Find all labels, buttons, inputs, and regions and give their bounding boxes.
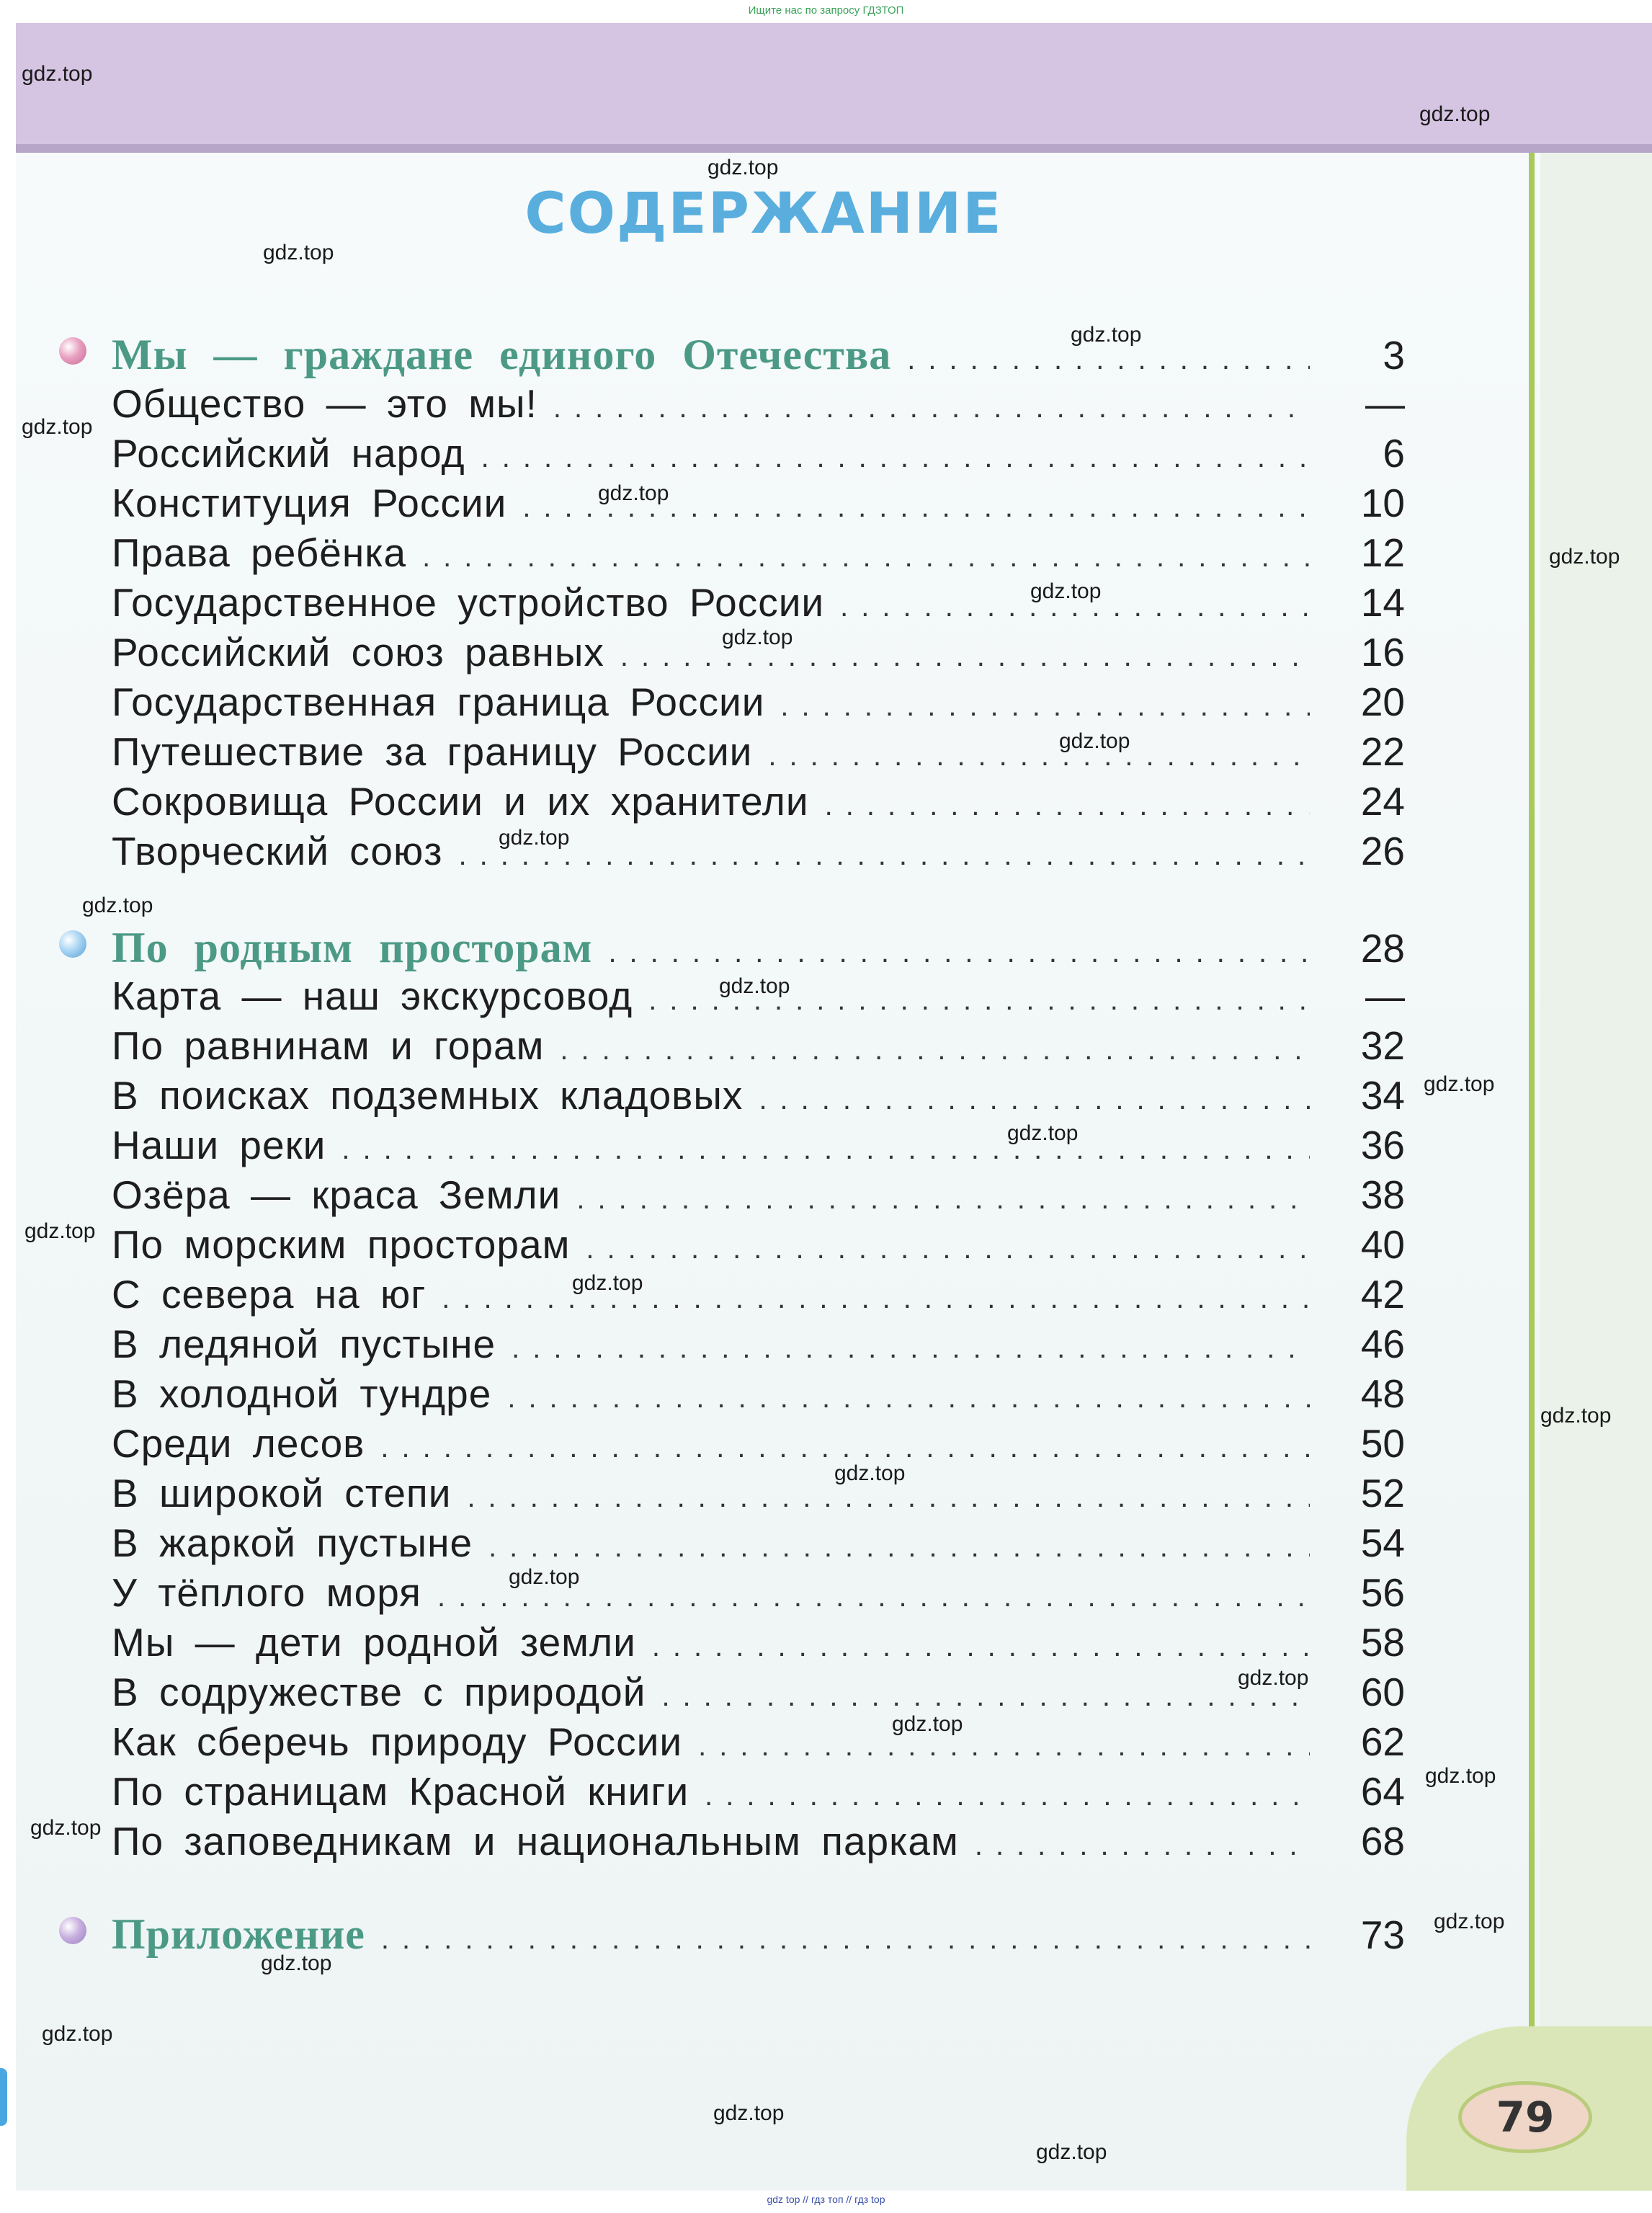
dot-leader [512, 1332, 1310, 1365]
dot-leader [507, 1382, 1310, 1415]
dot-leader [698, 1730, 1310, 1763]
dot-leader [608, 937, 1310, 969]
dot-leader [381, 1923, 1310, 1956]
watermark-text: gdz.top [1424, 1072, 1495, 1096]
toc-item[interactable] [112, 778, 1405, 827]
toc-item[interactable] [112, 1371, 1405, 1420]
toc-item-page: 50 [1360, 1421, 1405, 1466]
toc-section-heading[interactable] [112, 923, 1405, 972]
section-bullet-pink [59, 337, 86, 365]
watermark-text: gdz.top [263, 241, 334, 264]
toc-item-label: Права ребёнка [112, 530, 407, 575]
section-bullet-blue [59, 930, 86, 958]
toc-item[interactable] [112, 1569, 1405, 1618]
toc-item-page: 48 [1360, 1371, 1405, 1416]
dot-leader [586, 1233, 1310, 1265]
section-page-number: 3 [1383, 333, 1405, 378]
toc-item[interactable] [112, 1321, 1405, 1370]
toc-item-label: Как сберечь природу России [112, 1719, 683, 1764]
header-band [16, 23, 1652, 144]
watermark-text: gdz.top [1425, 1764, 1496, 1788]
toc-item-page: 60 [1360, 1670, 1405, 1714]
page-number: 79 [1458, 2081, 1592, 2153]
watermark-text: gdz.top [1238, 1666, 1309, 1690]
right-margin [1540, 153, 1652, 2191]
toc-item-label: По заповедникам и национальным паркам [112, 1819, 959, 1864]
dot-leader [768, 740, 1310, 772]
watermark-text: gdz.top [509, 1565, 580, 1589]
toc-item-label: По равнинам и горам [112, 1023, 545, 1068]
watermark-text: gdz.top [1419, 102, 1491, 126]
watermark-text: gdz.top [1036, 2140, 1107, 2164]
toc-item[interactable] [112, 480, 1405, 529]
dot-leader [560, 1034, 1310, 1067]
toc-item-label: По страницам Красной книги [112, 1769, 689, 1814]
watermark-text: gdz.top [42, 2022, 113, 2046]
watermark-text: gdz.top [499, 826, 570, 850]
toc-item-label: Государственное устройство России [112, 580, 825, 625]
watermark-text: gdz.top [30, 1816, 102, 1840]
dot-leader [759, 1084, 1310, 1116]
toc-item-label: В ледяной пустыне [112, 1322, 496, 1366]
toc-item-label: Карта — наш экскурсовод [112, 974, 633, 1018]
toc-item-page: 62 [1360, 1719, 1405, 1764]
toc-item[interactable] [112, 1520, 1405, 1569]
toc-item-label: Среди лесов [112, 1421, 365, 1466]
dot-leader [422, 541, 1310, 574]
toc-item-page: 22 [1360, 729, 1405, 774]
toc-item-page: 24 [1360, 779, 1405, 824]
watermark-text: gdz.top [892, 1712, 963, 1736]
toc-item-page: 36 [1360, 1123, 1405, 1167]
toc-item-label: С севера на юг [112, 1272, 427, 1317]
toc-item-page: 6 [1383, 431, 1405, 476]
watermark-text: gdz.top [24, 1219, 96, 1243]
watermark-text: gdz.top [707, 156, 779, 179]
watermark-text: gdz.top [1030, 579, 1102, 603]
dot-leader [341, 1134, 1310, 1166]
toc-item-label: Российский союз равных [112, 630, 604, 674]
toc-item-label: Конституция России [112, 481, 507, 525]
toc-item[interactable] [112, 1420, 1405, 1469]
toc-item-label: Мы — дети родной земли [112, 1620, 636, 1665]
dot-leader [553, 392, 1310, 424]
toc-item-label: У тёплого моря [112, 1570, 421, 1615]
watermark-text: gdz.top [1007, 1121, 1079, 1145]
toc-item-label: В широкой степи [112, 1471, 452, 1515]
toc-item-page: 38 [1360, 1172, 1405, 1217]
dot-leader [380, 1432, 1310, 1464]
toc-item[interactable] [112, 1072, 1405, 1121]
watermark-text: gdz.top [1071, 323, 1142, 347]
toc-item-label: Российский народ [112, 431, 465, 476]
dot-leader [576, 1183, 1310, 1216]
watermark-text: gdz.top [261, 1951, 332, 1975]
toc-item[interactable] [112, 1023, 1405, 1072]
toc-item-page: 32 [1360, 1023, 1405, 1068]
section-heading-label: Мы — граждане единого Отечества [112, 331, 892, 378]
toc-item-label: Государственная граница России [112, 680, 765, 724]
toc-item-label: В холодной тундре [112, 1371, 492, 1416]
toc-item[interactable] [112, 1172, 1405, 1221]
toc-item[interactable] [112, 1470, 1405, 1519]
toc-item-page: 42 [1360, 1272, 1405, 1317]
toc-item-label: В жаркой пустыне [112, 1520, 473, 1565]
watermark-text: gdz.top [22, 62, 93, 86]
toc-item[interactable] [112, 579, 1405, 628]
dot-leader [467, 1482, 1310, 1514]
toc-item-page: 58 [1360, 1620, 1405, 1665]
dot-leader [705, 1780, 1310, 1812]
toc-item-page: 20 [1360, 680, 1405, 724]
toc-item-label: Наши реки [112, 1123, 326, 1167]
toc-item-label: Сокровища России и их хранители [112, 779, 809, 824]
toc-item-page: 16 [1360, 630, 1405, 674]
header-stripe [16, 144, 1652, 153]
dot-leader [825, 790, 1310, 822]
dot-leader [481, 442, 1310, 474]
toc-item-page: 64 [1360, 1769, 1405, 1814]
toc-item[interactable] [112, 1818, 1405, 1867]
green-margin-rule [1529, 153, 1535, 2055]
toc-item-page: 52 [1360, 1471, 1405, 1515]
dot-leader [652, 1631, 1310, 1663]
watermark-text: gdz.top [1059, 729, 1130, 753]
watermark-text: gdz.top [572, 1271, 643, 1295]
watermark-text: gdz.top [1540, 1404, 1612, 1428]
dot-leader [458, 840, 1310, 872]
toc-item[interactable] [112, 729, 1405, 778]
page-title: СОДЕРЖАНИЕ [524, 182, 1003, 246]
toc-item[interactable] [112, 1122, 1405, 1171]
watermark-text: gdz.top [1549, 545, 1620, 569]
toc-item-label: Творческий союз [112, 829, 443, 873]
toc-item[interactable] [112, 380, 1405, 429]
watermark-text: gdz.top [834, 1461, 906, 1485]
toc-item[interactable] [112, 1221, 1405, 1270]
watermark-text: gdz.top [719, 974, 790, 998]
toc-item-page: 10 [1360, 481, 1405, 525]
toc-item[interactable] [112, 1768, 1405, 1817]
toc-item-page: 46 [1360, 1322, 1405, 1366]
dot-leader [975, 1830, 1310, 1862]
toc-item[interactable] [112, 430, 1405, 479]
watermark-text: gdz.top [722, 625, 793, 649]
toc-item-page: 68 [1360, 1819, 1405, 1864]
dot-leader [661, 1680, 1310, 1713]
toc-section-heading[interactable] [112, 330, 1405, 379]
bottom-note: gdz top // гдз топ // гдз top [767, 2194, 885, 2205]
section-page-number: 28 [1360, 926, 1405, 971]
section-heading-label: Приложение [112, 1910, 365, 1958]
toc-item-page: 40 [1360, 1222, 1405, 1267]
watermark-text: gdz.top [22, 415, 93, 439]
toc-item-page: 26 [1360, 829, 1405, 873]
toc-item-page: 12 [1360, 530, 1405, 575]
toc-item-page: 34 [1360, 1073, 1405, 1118]
toc-item-label: В содружестве с природой [112, 1670, 646, 1714]
toc-item[interactable] [112, 828, 1405, 877]
section-page-number: 73 [1360, 1913, 1405, 1957]
dot-leader [488, 1531, 1310, 1564]
top-note: Ищите нас по запросу ГДЗТОП [748, 4, 904, 17]
toc-item-label: По морским просторам [112, 1222, 571, 1267]
toc-item-page: 14 [1360, 580, 1405, 625]
toc-item-page: 56 [1360, 1570, 1405, 1615]
toc-item-label: В поисках подземных кладовых [112, 1073, 744, 1118]
toc-item-label: Озёра — краса Земли [112, 1172, 561, 1217]
watermark-text: gdz.top [82, 894, 153, 917]
section-heading-label: По родным просторам [112, 924, 593, 971]
toc-item[interactable] [112, 1271, 1405, 1320]
toc-item[interactable] [112, 530, 1405, 579]
toc-item-page: 54 [1360, 1520, 1405, 1565]
toc-item-page: — [1365, 974, 1405, 1018]
toc-item-label: Путешествие за границу России [112, 729, 753, 774]
toc-item[interactable] [112, 1669, 1405, 1718]
watermark-text: gdz.top [598, 481, 669, 505]
toc-item-page: — [1365, 381, 1405, 426]
dot-leader [780, 690, 1310, 723]
toc-item[interactable] [112, 1619, 1405, 1668]
watermark-text: gdz.top [1434, 1910, 1505, 1933]
left-edge-tab [0, 2068, 7, 2126]
dot-leader [907, 344, 1310, 376]
toc-item[interactable] [112, 1719, 1405, 1768]
section-bullet-lilac [59, 1917, 86, 1944]
toc-item[interactable] [112, 679, 1405, 728]
toc-item-label: Общество — это мы! [112, 381, 537, 426]
watermark-text: gdz.top [713, 2101, 785, 2125]
